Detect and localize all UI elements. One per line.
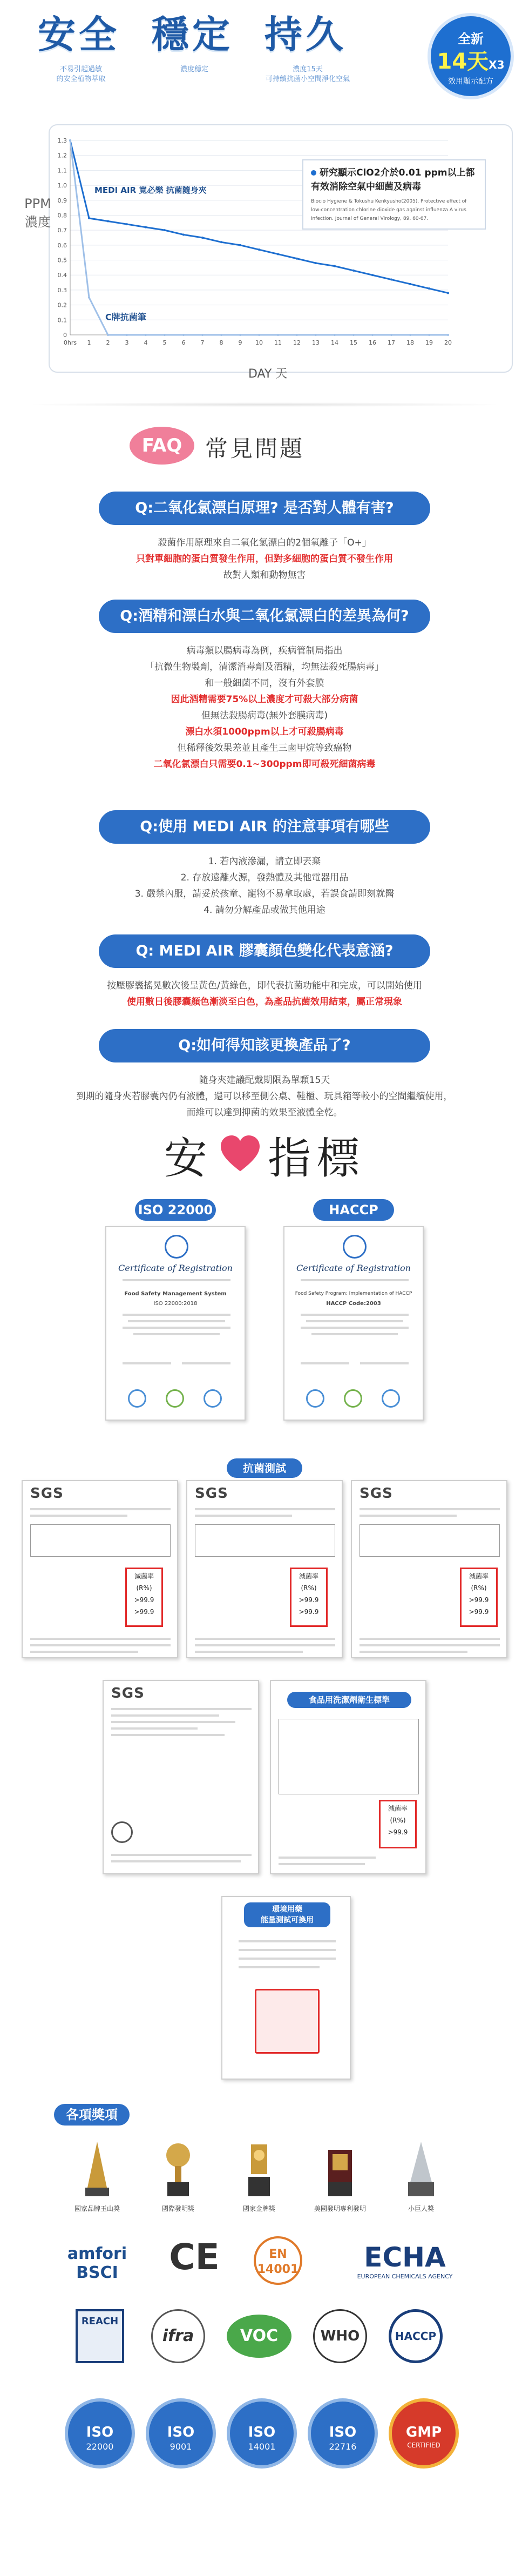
doc-line [360,1651,467,1653]
x-tick-label: 14 [331,339,338,346]
chart-y-label: PPM 濃度 [24,196,51,230]
answer-line: 1. 若內液滲漏，請立即丟棄 [208,856,321,867]
doc-line [30,1651,138,1653]
concentration-chart-section [0,108,529,389]
x-tick-label: 20 [444,339,452,346]
hero-sub-lasting: 濃度15天 可持續抗菌小空間淨化空氣 [265,65,350,83]
data-point [145,226,147,228]
doc-line [30,1644,171,1646]
doc-line [301,1314,409,1316]
sgs-logo: SGS [360,1485,393,1502]
doc-line [311,1333,398,1335]
data-point [201,237,204,239]
answer-line: 但無法殺腸病毒(無外套膜病毒) [201,710,328,721]
badge-formula: 效用顯示配方 [448,77,493,86]
faq-title: 常見問題 [205,435,305,462]
data-point [182,233,185,236]
accreditation-icon [382,1389,400,1408]
sgs-report-2 [186,1480,343,1658]
data-point [107,334,109,336]
result-value: >99.9 [469,1596,489,1604]
x-tick-label: 16 [369,339,376,346]
answer-line: 按壓膠囊搖晃數次後呈黃色/黃綠色，即代表抗菌功能中和完成，可以開始使用 [107,980,422,991]
badge-code: 14001 [248,2442,276,2452]
data-point [277,334,279,336]
sgs-logo: SGS [111,1685,145,1701]
badge-mult: X3 [489,58,505,71]
badge-code: 22716 [329,2442,357,2452]
x-tick-label: 18 [406,339,414,346]
x-tick-label: 8 [219,339,223,346]
trophy-icon [405,2139,437,2198]
y-tick-label: 1.0 [57,182,67,190]
doc-line [301,1327,409,1329]
data-point [409,283,411,285]
doc-line [111,1727,198,1730]
y-tick-label: 0.5 [57,257,67,264]
faq-answer-4 [32,978,497,1010]
data-point [277,253,279,255]
accreditation-icon [204,1389,222,1408]
hero-sub-safe: 不易引起過敏 的安全植物萃取 [56,65,106,83]
cert-subtitle: Food Safety Management System [124,1291,227,1297]
badge-code: 22000 [86,2442,114,2452]
official-stamp-icon [255,1989,320,2054]
hero-word-stable: 穩定 [151,12,233,57]
x-tick-label: 1 [87,339,91,346]
who-logo: WHO [313,2309,367,2363]
trophy-icon [162,2139,194,2198]
test-result-highlight [125,1568,163,1627]
doc-line [123,1279,230,1281]
answer-line: 病毒類以腸病毒為例，疾病管制局指出 [186,645,343,656]
doc-line [195,1515,292,1517]
iso-22000-badge [65,2398,135,2469]
doc-line [239,1940,336,1942]
y-tick-label: 0.6 [57,241,67,249]
badge-days [431,44,511,75]
faq-header [0,427,529,470]
environmental-license [221,1896,351,2080]
iso-22000-label: ISO 22000 [135,1199,216,1221]
result-unit: (R%) [390,1817,406,1824]
badge-title: ISO [86,2424,114,2440]
y-tick-label: 0.3 [57,286,67,294]
data-point [371,274,374,276]
cert-subtitle: Food Safety Program: Implementation of HACCP [295,1291,412,1296]
doc-line [195,1508,335,1510]
x-tick-label: 19 [425,339,433,346]
y-tick-label: 0.2 [57,301,67,309]
data-point [239,244,241,246]
x-tick-label: 17 [388,339,395,346]
faq-question-2: Q:酒精和漂白水與二氧化氯漂白的差異為何? [99,600,430,633]
hero-word-safe: 安全 [38,12,120,57]
data-point [107,220,109,223]
data-point [164,334,166,336]
y-tick-label: 0 [63,332,67,339]
result-header: 減菌率 [388,1805,408,1812]
data-point [315,334,317,336]
answer-line: 4. 請勿分解產品或做其他用途 [204,905,325,916]
data-point [315,262,317,264]
data-point [69,139,71,142]
data-point [447,334,449,336]
doc-line [360,1644,500,1646]
doc-line [111,1708,252,1710]
safety-heading [0,1124,529,1183]
bullet-icon [311,170,316,176]
iso-14001-badge [227,2398,297,2469]
sgs-report-3 [351,1480,507,1658]
doc-line [111,1721,235,1723]
answer-line-highlight: 二氧化氯漂白只需要0.1~300ppm即可殺死細菌病毒 [153,759,376,770]
trophy-icon [324,2139,356,2198]
amfori-logo: amfori BSCI [67,2244,127,2282]
en-14001-logo: EN 14001 [254,2236,302,2285]
cert-title: Certificate of Registration [118,1263,233,1273]
haccp-label: HACCP [313,1199,394,1221]
badge-code: 9001 [169,2442,192,2452]
data-point [296,334,298,336]
answer-line-highlight: 使用數日後膠囊顏色漸淡至白色，為產品抗菌效用結束，屬正常現象 [127,997,402,1007]
doc-line [133,1333,220,1335]
x-tick-label: 15 [350,339,357,346]
series-label: MEDI AIR 寬必樂 抗菌隨身夾 [94,185,207,195]
cert-seal-icon [165,1235,188,1259]
doc-line [360,1362,409,1364]
result-unit: (R%) [136,1584,152,1592]
y-tick-label: 1.1 [57,167,67,174]
award-caption: 美國發明專利發明 [314,2205,366,2212]
doc-line [195,1638,335,1640]
data-point [88,217,90,219]
awards-label: 各項獎項 [54,2104,130,2126]
data-point [390,334,392,336]
doc-line [239,1958,336,1960]
cert-standard: ISO 22000:2018 [153,1301,198,1307]
award-caption: 國際發明獎 [161,2205,194,2212]
test-result-highlight [290,1568,328,1627]
x-tick-label: 4 [144,339,148,346]
result-value: >99.9 [299,1608,319,1616]
x-tick-label: 10 [255,339,263,346]
data-point [352,334,355,336]
faq-answer-5 [32,1072,497,1121]
y-tick-label: 1.3 [57,137,67,144]
heart-icon [219,1133,262,1176]
test-result-highlight [379,1800,417,1848]
hero-banner [0,0,529,108]
data-point [220,241,222,243]
data-point [352,270,355,272]
sgs-report-4 [103,1680,259,1874]
data-point [390,279,392,281]
faq-question-4: Q: MEDI AIR 膠囊顏色變化代表意涵? [99,934,430,968]
antibacterial-test-label: 抗菌測試 [227,1458,302,1478]
chart-x-label: DAY 天 [248,367,288,381]
doc-line [30,1508,171,1510]
report-table [360,1524,500,1557]
gmp-badge [389,2398,459,2469]
x-tick-label: 0hrs [63,339,77,346]
test-result-highlight [460,1568,498,1627]
sgs-stamp-icon [111,1821,133,1843]
doc-line [111,1860,241,1862]
echa-name: ECHA [364,2242,446,2273]
result-unit: (R%) [471,1584,487,1592]
y-tick-label: 0.7 [57,227,67,234]
trophy-icon [81,2139,113,2198]
data-point [220,334,222,336]
doc-line [195,1644,335,1646]
faq-answer-2 [32,643,497,772]
x-tick-label: 7 [200,339,205,346]
hero-word-lasting: 持久 [264,12,347,57]
answer-line-highlight: 因此酒精需要75%以上濃度才可殺大部分病菌 [171,694,358,705]
data-point [447,292,449,294]
doc-line [239,1949,336,1951]
data-point [428,287,430,290]
cert-title: Certificate of Registration [296,1263,411,1273]
result-value: >99.9 [134,1596,154,1604]
ce-logo: CE [169,2236,220,2278]
report-table [30,1524,171,1557]
doc-line [30,1515,127,1517]
faq-answer-3 [32,853,497,918]
faq-question-1: Q:二氧化氯漂白原理? 是否對人體有害? [99,492,430,525]
doc-line [128,1320,225,1322]
haccp-logo: HACCP [389,2309,443,2363]
data-point [164,229,166,231]
x-tick-label: 5 [162,339,167,346]
sgs-logo: SGS [30,1485,64,1502]
safety-word-2: 指標 [268,1133,365,1183]
doc-line [360,1638,500,1640]
accreditation-icon [128,1389,146,1408]
answer-line: 和一般細菌不同，沒有外套膜 [205,678,324,689]
section-divider [32,402,497,407]
env-license-label: 環境用藥 能量測試可換用 [244,1902,330,1927]
reach-logo: REACH [76,2309,124,2363]
badge-title: ISO [248,2424,276,2440]
research-note-ref: Biocio Hygiene & Tokushu Kenkyusho(2005). Protective effect of low-concentration chlorine dioxide gas against influenza A virus infection. Journal of General Virology, 89, 60-67. [311,199,467,221]
research-note-text: 研究顯示ClO2介於0.01 ppm以上都有效消除空氣中細菌及病毒 [311,167,475,192]
doc-line [195,1651,303,1653]
haccp-certificate [283,1226,424,1421]
doc-line [360,1508,500,1510]
x-tick-label: 13 [312,339,320,346]
report-table [279,1719,419,1794]
badge-days-value: 14天 [437,49,489,74]
award-caption: 國家品牌玉山獎 [74,2205,120,2212]
iso-22716-badge [308,2398,378,2469]
doc-line [123,1327,230,1329]
faq-tag: FAQ [130,427,194,465]
doc-line [123,1314,230,1316]
x-tick-label: 11 [274,339,282,346]
doc-line [123,1362,171,1364]
result-header: 減菌率 [134,1572,154,1580]
answer-line: 隨身夾建議配戴期限為單顆15天 [199,1075,330,1086]
y-tick-label: 0.1 [57,317,67,324]
result-value: >99.9 [388,1828,408,1836]
faq-question-5: Q:如何得知該更換產品了? [99,1029,430,1062]
accreditation-icon [344,1389,362,1408]
y-tick-label: 0.9 [57,197,67,204]
x-tick-label: 12 [293,339,301,346]
answer-line-highlight: 只對單細胞的蛋白質發生作用，但對多細胞的蛋白質不發生作用 [136,554,393,564]
data-point [239,334,241,336]
iso-9001-badge [146,2398,216,2469]
hero-sub-stable: 濃度穩定 [180,65,208,73]
x-tick-label: 2 [106,339,110,346]
sgs-logo: SGS [195,1485,228,1502]
research-note-title [311,166,477,194]
x-tick-label: 6 [181,339,186,346]
sgs-report-1 [22,1480,178,1658]
data-point [371,334,374,336]
data-point [258,334,260,336]
voc-logo: VOC [227,2315,291,2358]
accreditation-icon [306,1389,324,1408]
award-caption: 國家金牌獎 [242,2205,275,2212]
doc-line [111,1734,225,1736]
result-header: 減菌率 [469,1572,489,1580]
badge-title: GMP [405,2424,442,2440]
research-note [302,159,486,230]
answer-line: 到期的隨身夾若膠囊內仍有液體，還可以移至側公桌、鞋櫃、玩具箱等較小的空間繼續使用， [76,1091,453,1102]
cert-seal-icon [343,1235,367,1259]
badge-title: ISO [329,2424,357,2440]
x-tick-label: 3 [125,339,129,346]
data-point [201,334,204,336]
doc-line [30,1638,171,1640]
badge-code: CERTIFIED [407,2442,440,2449]
series-label: C牌抗菌筆 [105,312,146,322]
echa-subtitle: EUROPEAN CHEMICALS AGENCY [357,2273,453,2280]
result-value: >99.9 [469,1608,489,1616]
data-point [428,334,430,336]
answer-line: 2. 存放遠離火源，發熱體及其他電器用品 [180,872,349,883]
result-unit: (R%) [301,1584,317,1592]
data-point [145,334,147,336]
accreditation-icon [166,1389,184,1408]
doc-line [239,1966,320,1968]
result-header: 減菌率 [299,1572,318,1580]
doc-line [360,1515,457,1517]
doc-line [111,1714,219,1717]
y-tick-label: 1.2 [57,152,67,159]
y-tick-label: 0.8 [57,212,67,219]
non-hazard-label: 食品用洗潔劑衛生標準 [287,1692,411,1708]
doc-line [301,1279,409,1281]
award-caption: 小巨人獎 [408,2205,434,2212]
sgs-report-5 [270,1680,426,1874]
answer-line: 但稀釋後效果差並且產生三鹵甲烷等致癌物 [177,743,352,754]
answer-line: 故對人類和動物無害 [223,570,306,581]
faq-question-3: Q:使用 MEDI AIR 的注意事項有哪些 [99,810,430,844]
ifra-logo: ifra [151,2309,205,2363]
cert-standard: HACCP Code:2003 [326,1301,381,1307]
faq-answer-1 [32,535,497,583]
data-point [296,258,298,260]
doc-line [279,1863,365,1865]
new-formula-badge [428,13,514,99]
y-tick-label: 0.4 [57,272,67,279]
answer-line: 而維可以達到抑菌的效果至液體全乾。 [186,1107,343,1118]
doc-line [279,1857,376,1859]
iso-certificate [105,1226,246,1421]
answer-line: 3. 嚴禁內服，請妥於孩童、寵物不易拿取處，若誤食請即刻就醫 [134,889,395,899]
result-value: >99.9 [134,1608,154,1616]
echa-logo [335,2242,475,2280]
answer-line: 「抗微生物製劑，清潔消毒劑及酒精，均無法殺死腸病毒」 [145,662,384,672]
badge-title: ISO [167,2424,195,2440]
data-point [334,334,336,336]
data-point [126,334,128,336]
safety-word-1: 安 [164,1133,213,1183]
answer-line-highlight: 漂白水須1000ppm以上才可殺腸病毒 [185,727,344,737]
data-point [126,223,128,225]
badge-new: 全新 [458,31,484,46]
doc-line [111,1854,252,1856]
result-value: >99.9 [299,1596,319,1604]
report-table [195,1524,335,1557]
doc-line [301,1362,349,1364]
doc-line [306,1320,403,1322]
doc-line [182,1362,230,1364]
data-point [258,248,260,251]
x-tick-label: 9 [238,339,242,346]
data-point [88,297,90,299]
data-point [409,334,411,336]
data-point [334,265,336,267]
answer-line: 殺菌作用原理來自二氧化氯漂白的2個氧離子「O+」 [158,537,371,548]
data-point [182,334,185,336]
trophy-icon [243,2139,275,2198]
